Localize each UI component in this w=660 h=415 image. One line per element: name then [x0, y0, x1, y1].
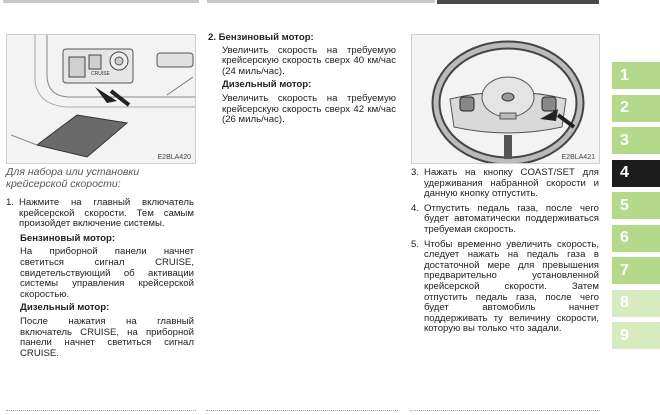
chapter-tab-9[interactable]: 9: [612, 322, 660, 349]
step-1: [6, 198, 194, 230]
petrol-text: На приборной панели начнет светиться сигнал CRUISE, свидетельствующий об активации системы управления крейсерской скоростью.: [20, 246, 194, 300]
steering-wheel-drawing: [412, 35, 599, 163]
bottom-rule-left: [6, 410, 196, 411]
chapter-tab-5[interactable]: 5: [612, 192, 660, 219]
step-text: Нажать на кнопку COAST/SET для удерживания набранной скорости и данную кнопку отпустить.: [424, 167, 599, 200]
step-2-heading: 2. Бензиновый мотор:: [208, 32, 314, 43]
left-column: [6, 198, 194, 362]
step-text: Нажмите на главный включатель крейсерской скорости. Тем самым произойдет включение системы.: [19, 197, 194, 230]
steering-wheel-illustration: [411, 34, 600, 164]
bottom-rule-right: [410, 410, 600, 411]
dashboard-switch-drawing: [7, 35, 195, 163]
chapter-tab-4[interactable]: 4: [612, 160, 660, 187]
dash-label: CRUISE: [91, 71, 110, 77]
middle-column: [208, 33, 396, 126]
chapter-tabs: [612, 62, 660, 355]
chapter-tab-7[interactable]: 7: [612, 257, 660, 284]
top-rule-left: [3, 0, 199, 3]
right-column: [411, 168, 599, 339]
step-text: Чтобы временно увеличить скорость, следует нажать на педаль газа в достаточной мере для превышения предварительно установленной крейсерской скорости. Затем отпустить педаль газа, после чего будет автомобиль начнет поддерживать ту величину скорости, которую вы только что задали.: [424, 238, 599, 335]
bottom-rule-middle: [206, 410, 398, 411]
step-number: 3.: [411, 167, 420, 178]
diesel-heading: Дизельный мотор:: [20, 302, 110, 314]
chapter-tab-1[interactable]: 1: [612, 62, 660, 89]
step-2-diesel-text: Увеличить скорость на требуемую крейсерскую скорость сверх 42 км/час (26 миль/час).: [222, 92, 396, 126]
top-rule-right: [437, 0, 599, 4]
step-number: 5.: [411, 238, 420, 250]
petrol-heading: Бензиновый мотор:: [20, 232, 116, 244]
chapter-tab-6[interactable]: 6: [612, 225, 660, 252]
chapter-tab-3[interactable]: 3: [612, 127, 660, 154]
step-number: 1.: [6, 197, 15, 208]
step-2-diesel-heading: Дизельный мотор:: [222, 79, 312, 91]
step-2-petrol-text: Увеличить скорость на требуемую крейсерскую скорость сверх 40 км/час (24 миль/час).: [222, 44, 396, 77]
chapter-tab-8[interactable]: 8: [612, 290, 660, 317]
top-rule-middle: [207, 0, 435, 3]
figure-code-left: E2BLA420: [157, 154, 191, 161]
step-4: [411, 204, 599, 236]
figure-code-right: E2BLA421: [561, 154, 595, 161]
step-3: [411, 168, 599, 200]
cruise-switch-illustration: [6, 34, 196, 164]
diesel-text: После нажатия на главный включатель CRUISE, на приборной панели начнет светиться сигнал CRUISE.: [20, 315, 194, 359]
step-5: [411, 240, 599, 335]
step-number: 4.: [411, 202, 420, 214]
chapter-tab-2[interactable]: 2: [612, 95, 660, 122]
figure-caption: Для набора или установки крейсерской скорости:: [6, 166, 140, 190]
step-text: Отпустить педаль газа, после чего будет автоматически поддерживаться требуемая скорость.: [424, 202, 599, 235]
